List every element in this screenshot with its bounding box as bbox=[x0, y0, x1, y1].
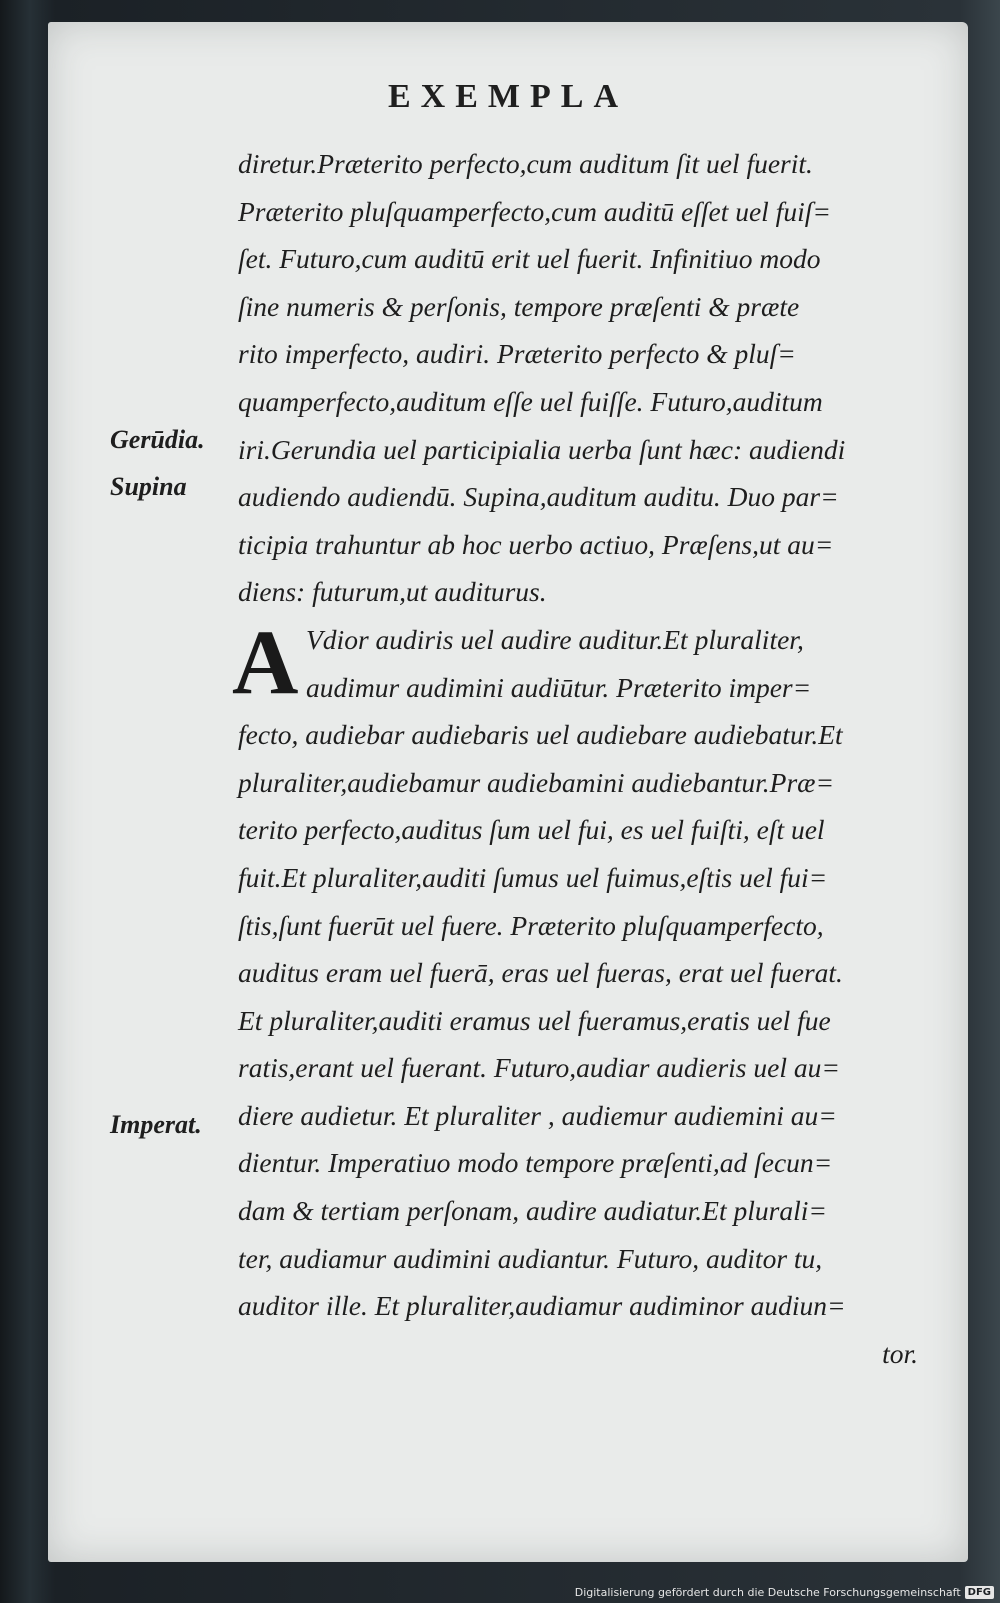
book-page bbox=[48, 22, 968, 1562]
text-line: fecto, audiebar audiebaris uel audiebare audiebatur.Et bbox=[238, 719, 843, 751]
text-line: audiendo audiendū. Supina,auditum auditu. Duo par= bbox=[238, 481, 839, 513]
text-line: terito perfecto,auditus ſum uel fui, es uel fuiſti, eſt uel bbox=[238, 814, 825, 846]
text-line: diretur.Præterito perfecto,cum auditum ſit uel fuerit. bbox=[238, 148, 813, 179]
text-line: diens: futurum,ut auditurus. bbox=[238, 576, 547, 608]
running-head: EXEMPLA bbox=[388, 78, 628, 115]
text-line: Præterito pluſquamperfecto,cum auditū eſſet uel fuiſ= bbox=[238, 195, 831, 227]
text-line: auditus eram uel fuerā, eras uel fueras, erat uel fuerat. bbox=[238, 957, 843, 989]
text-line: ticipia trahuntur ab hoc uerbo actiuo, Præſens,ut au= bbox=[238, 528, 834, 560]
text-line: ſtis,ſunt fuerūt uel fuere. Præterito pluſquamperfecto, bbox=[238, 909, 824, 941]
text-line: ratis,erant uel fuerant. Futuro,audiar audieris uel au= bbox=[238, 1052, 840, 1084]
paragraph-start bbox=[232, 610, 928, 713]
text-line: pluraliter,audiebamur audiebamini audiebantur.Præ= bbox=[238, 766, 835, 798]
text-line: ſine numeris & perſonis, tempore præſenti & præte bbox=[238, 290, 800, 322]
text-line: ter, audiamur audimini audiantur. Futuro, auditor tu, bbox=[238, 1242, 823, 1274]
text-line: ſet. Futuro,cum auditū erit uel fuerit. Infinitiuo modo bbox=[238, 243, 821, 275]
text-line-catchword: tor. bbox=[882, 1337, 918, 1369]
text-line: diere audietur. Et pluraliter , audiemur audiemini au= bbox=[238, 1099, 837, 1131]
text-line: Vdior audiris uel audire auditur.Et pluraliter, bbox=[306, 623, 804, 655]
digitization-credit bbox=[575, 1586, 994, 1599]
text-line: dientur. Imperatiuo modo tempore præſenti,ad ſecun= bbox=[238, 1147, 833, 1179]
text-line: Et pluraliter,auditi eramus uel fueramus,eratis uel fue bbox=[238, 1004, 831, 1036]
text-line: quamperfecto,auditum eſſe uel fuiſſe. Futuro,auditum bbox=[238, 385, 823, 417]
drop-capital: A bbox=[232, 610, 299, 713]
dfg-logo-icon: DFG bbox=[965, 1586, 994, 1599]
text-line: auditor ille. Et pluraliter,audiamur audiminor audiun= bbox=[238, 1290, 846, 1322]
text-line: fuit.Et pluraliter,auditi ſumus uel fuimus,eſtis uel fui= bbox=[238, 861, 828, 893]
body-text bbox=[232, 140, 928, 1377]
text-line: audimur audimini audiūtur. Præterito imper= bbox=[306, 671, 812, 703]
text-line: rito imperfecto, audiri. Præterito perfecto & pluſ= bbox=[238, 338, 796, 370]
credit-text: Digitalisierung gefördert durch die Deutsche Forschungsgemeinschaft bbox=[574, 1586, 961, 1599]
margin-note-imperat: Imperat. bbox=[110, 1110, 202, 1139]
margin-note-gerundia: Gerūdia. bbox=[110, 425, 205, 454]
text-line: iri.Gerundia uel participialia uerba ſunt hæc: audiendi bbox=[238, 433, 846, 465]
margin-note-supina: Supina bbox=[110, 472, 187, 501]
text-line: dam & tertiam perſonam, audire audiatur.Et plurali= bbox=[238, 1195, 827, 1227]
